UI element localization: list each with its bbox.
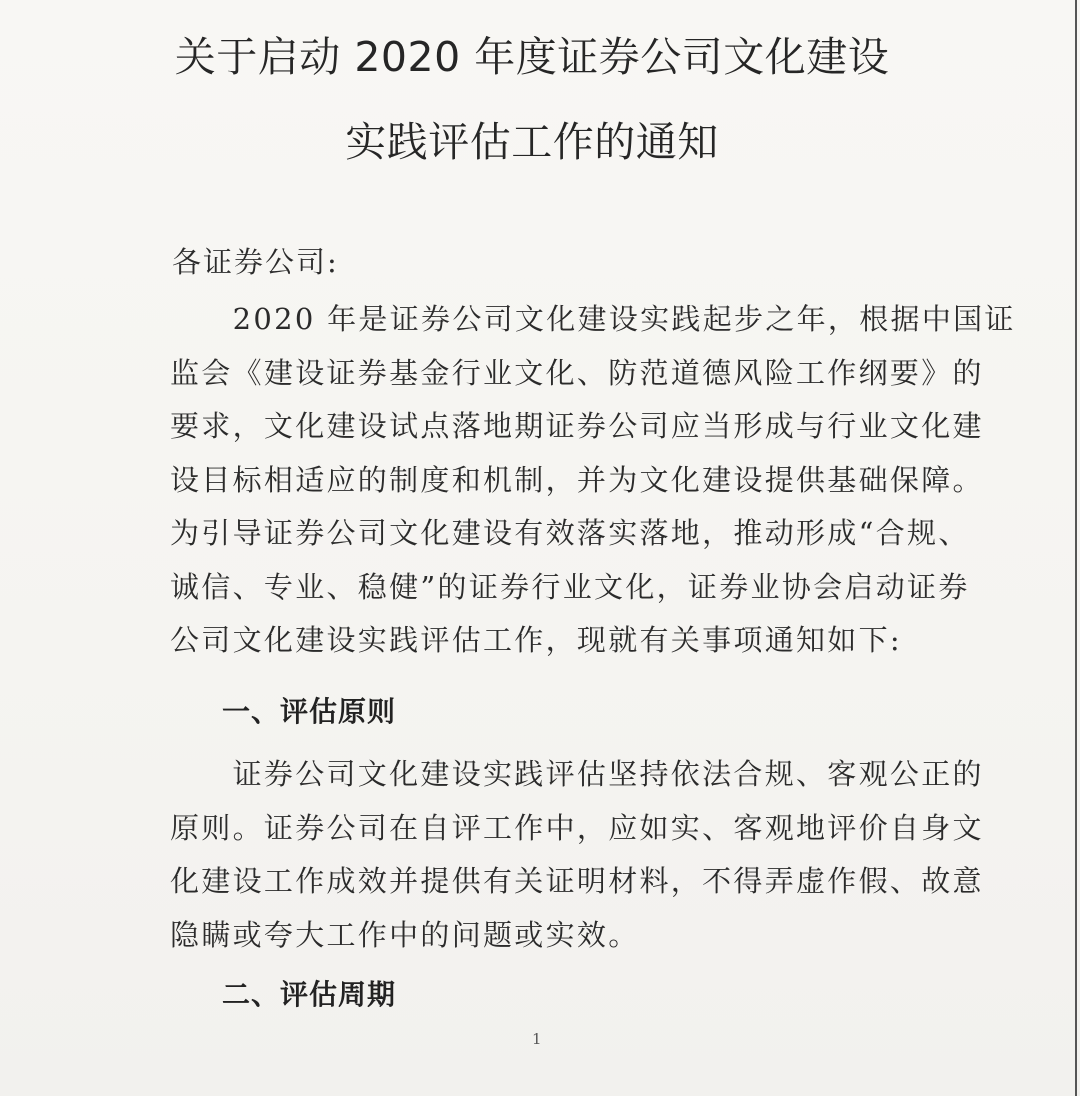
document-title-line-1: 关于启动 2020 年度证券公司文化建设	[174, 33, 890, 81]
salutation: 各证券公司:	[172, 245, 339, 279]
section-heading-principles: 一、评估原则	[222, 695, 397, 728]
principles-paragraph	[170, 748, 984, 962]
principles-line: 证券公司文化建设实践评估坚持依法合规、客观公正的	[170, 757, 984, 791]
intro-line: 监会《建设证券基金行业文化、防范道德风险工作纲要》的	[170, 355, 984, 390]
intro-line: 诚信、专业、稳健”的证券行业文化，证券业协会启动证券	[170, 569, 970, 604]
document-title-line-2: 实践评估工作的通知	[345, 118, 719, 166]
page-number: 1	[532, 1030, 542, 1048]
intro-line: 设目标相适应的制度和机制，并为文化建设提供基础保障。	[170, 462, 984, 497]
page-edge-line	[1075, 0, 1077, 1096]
section-heading-period: 二、评估周期	[222, 978, 397, 1011]
intro-line: 要求，文化建设试点落地期证券公司应当形成与行业文化建	[170, 409, 984, 443]
intro-line: 为引导证券公司文化建设有效落实落地，推动形成“合规、	[170, 516, 970, 550]
principles-line: 隐瞒或夸大工作中的问题或实效。	[170, 917, 640, 952]
intro-line: 2020 年是证券公司文化建设实践起步之年，根据中国证	[170, 302, 1016, 336]
intro-line: 公司文化建设实践评估工作，现就有关事项通知如下:	[170, 623, 902, 657]
intro-paragraph	[170, 293, 1016, 668]
principles-line: 化建设工作成效并提供有关证明材料，不得弄虚作假、故意	[170, 864, 984, 898]
principles-line: 原则。证券公司在自评工作中，应如实、客观地评价自身文	[170, 810, 984, 845]
